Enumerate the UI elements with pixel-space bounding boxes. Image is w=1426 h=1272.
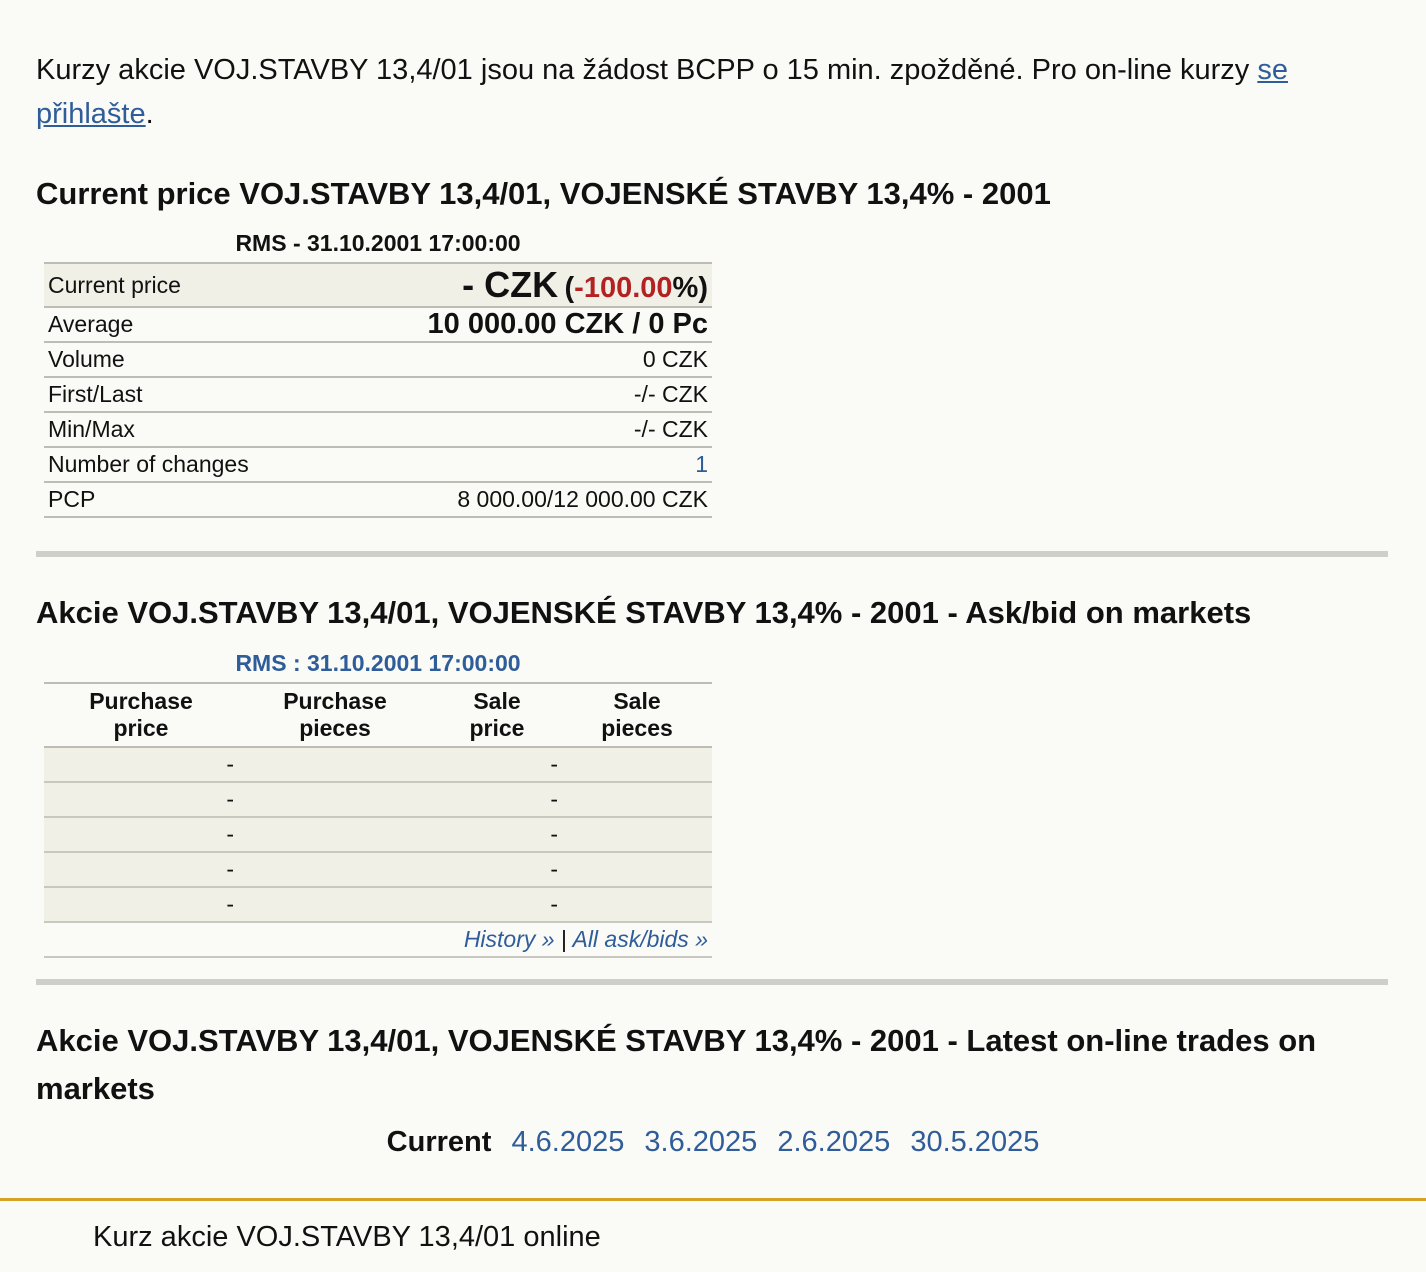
sale-price-cell: - — [432, 782, 562, 817]
purchase-price-cell: - — [44, 852, 238, 887]
table-row — [44, 852, 712, 887]
price-change-suffix: %) — [672, 272, 708, 304]
changes-value-link[interactable]: 1 — [324, 447, 712, 482]
delay-notice — [36, 48, 1376, 136]
average-label: Average — [44, 307, 324, 342]
trades-heading: Akcie VOJ.STAVBY 13,4/01, VOJENSKÉ STAVBY 13,4% - 2001 - Latest on-line trades on markets — [36, 1023, 1317, 1106]
col-sale-pieces: Sale pieces — [562, 683, 712, 747]
firstlast-value: -/- CZK — [324, 377, 712, 412]
price-change-prefix: (- — [564, 272, 584, 304]
price-change-percent: 100.00 — [583, 272, 673, 304]
pcp-label: PCP — [44, 482, 324, 517]
tab-date[interactable]: 2.6.2025 — [777, 1126, 891, 1158]
firstlast-label: First/Last — [44, 377, 324, 412]
sale-price-cell: - — [432, 887, 562, 922]
current-price-label: Current price — [44, 263, 324, 307]
table-row — [44, 263, 712, 307]
tab-date[interactable]: 3.6.2025 — [644, 1126, 758, 1158]
sale-price-cell: - — [432, 817, 562, 852]
minmax-value: -/- CZK — [324, 412, 712, 447]
askbid-table — [44, 682, 712, 958]
table-row — [44, 782, 712, 817]
table-header-row — [44, 683, 712, 747]
tab-current[interactable]: Current — [386, 1126, 492, 1158]
askbid-heading: Akcie VOJ.STAVBY 13,4/01, VOJENSKÉ STAVBY 13,4% - 2001 - Ask/bid on markets — [36, 595, 1252, 630]
trade-date-tabs — [0, 1126, 1426, 1159]
table-row — [44, 887, 712, 922]
purchase-price-cell: - — [44, 817, 238, 852]
history-link[interactable]: History » — [463, 926, 555, 952]
purchase-price-cell: - — [44, 782, 238, 817]
footer-divider — [0, 1198, 1426, 1201]
table-row — [44, 447, 712, 482]
table-row — [44, 412, 712, 447]
tab-date[interactable]: 4.6.2025 — [511, 1126, 625, 1158]
average-value: 10 000.00 CZK / 0 Pc — [324, 307, 712, 342]
table-row — [44, 747, 712, 782]
col-purchase-price: Purchase price — [44, 683, 238, 747]
minmax-label: Min/Max — [44, 412, 324, 447]
rms-timestamp: RMS - 31.10.2001 17:00:00 — [235, 230, 521, 256]
table-row — [44, 342, 712, 377]
login-link[interactable]: se přihlašte — [36, 54, 1288, 130]
footer-text: Kurz akcie VOJ.STAVBY 13,4/01 online — [93, 1221, 601, 1253]
table-footer-row — [44, 922, 712, 957]
sale-price-cell: - — [432, 852, 562, 887]
table-row — [44, 482, 712, 517]
volume-label: Volume — [44, 342, 324, 377]
current-price-value-cell — [324, 263, 712, 307]
sale-price-cell: - — [432, 747, 562, 782]
table-row — [44, 377, 712, 412]
section-divider — [36, 551, 1388, 557]
section-divider — [36, 979, 1388, 985]
pcp-value: 8 000.00/12 000.00 CZK — [324, 482, 712, 517]
col-sale-price: Sale price — [432, 683, 562, 747]
current-price-value: - CZK — [462, 264, 559, 305]
table-row — [44, 307, 712, 342]
price-change-sign: - — [574, 272, 584, 304]
all-askbids-link[interactable]: All ask/bids » — [572, 926, 708, 952]
current-price-heading: Current price VOJ.STAVBY 13,4/01, VOJENSKÉ STAVBY 13,4% - 2001 — [36, 176, 1051, 211]
table-row — [44, 817, 712, 852]
notice-text: Kurzy akcie VOJ.STAVBY 13,4/01 jsou na žádost BCPP o 15 min. zpožděné. Pro on-line kurzy — [36, 54, 1258, 86]
current-price-table — [44, 262, 712, 518]
changes-label: Number of changes — [44, 447, 324, 482]
link-separator: | — [560, 926, 567, 952]
purchase-price-cell: - — [44, 747, 238, 782]
volume-value: 0 CZK — [324, 342, 712, 377]
tab-date[interactable]: 30.5.2025 — [910, 1126, 1040, 1158]
col-purchase-pieces: Purchase pieces — [238, 683, 432, 747]
askbid-links — [44, 922, 712, 957]
rms-timestamp-link[interactable]: RMS : 31.10.2001 17:00:00 — [235, 650, 521, 676]
purchase-price-cell: - — [44, 887, 238, 922]
notice-end: . — [145, 98, 154, 130]
